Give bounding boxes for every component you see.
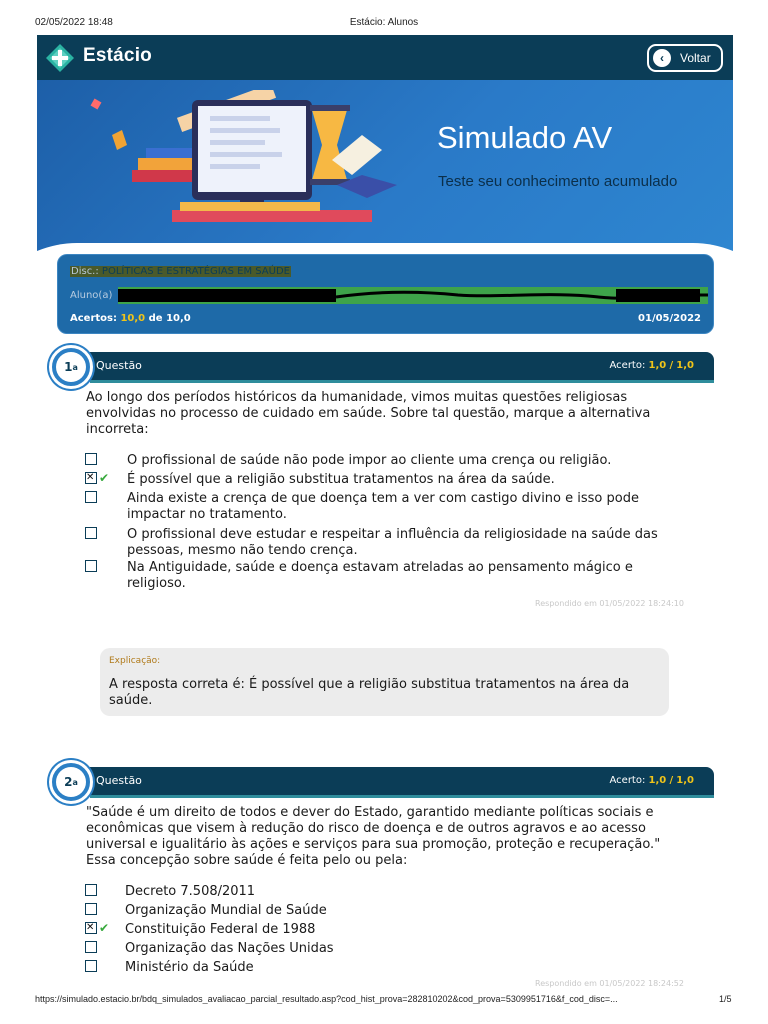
- question-text: Ao longo dos períodos históricos da humanidade, vimos muitas questões religiosas envolvidas no processo de cuidado em saúde. Sobre tal questão, marque a alternativa incorreta:: [86, 390, 651, 437]
- question-number-badge: 1 a: [49, 345, 93, 389]
- question-label: Questão: [96, 359, 142, 372]
- question-score: Acerto: 1,0 / 1,0: [609, 775, 694, 786]
- checkbox-checked[interactable]: [85, 472, 97, 484]
- checkbox[interactable]: [85, 527, 97, 539]
- checkbox[interactable]: [85, 453, 97, 465]
- discipline-label: Disc.:: [71, 266, 99, 277]
- brand-name[interactable]: Estácio: [83, 45, 152, 66]
- print-url: https://simulado.estacio.br/bdq_simulados_avaliacao_parcial_resultado.asp?cod_hist_prova=282810202&cod_prova=5309951716&f_cod_disc=...: [35, 994, 618, 1004]
- estacio-logo-icon[interactable]: [45, 43, 75, 73]
- exam-date: 01/05/2022: [638, 313, 701, 324]
- back-button-label: Voltar: [680, 51, 711, 65]
- correct-check-icon: ✔: [99, 921, 110, 935]
- discipline-card: [57, 254, 714, 334]
- student-name-redacted: [118, 287, 708, 304]
- question-label: Questão: [96, 774, 142, 787]
- answered-timestamp: Respondido em 01/05/2022 18:24:52: [535, 979, 684, 988]
- hero-banner: [37, 80, 733, 253]
- banner-subtitle: Teste seu conhecimento acumulado: [438, 173, 678, 190]
- score-value: 10,0: [120, 313, 146, 324]
- question-header: [52, 767, 714, 795]
- question-score: Acerto: 1,0 / 1,0: [609, 360, 694, 371]
- question-number-badge: 2 a: [49, 760, 93, 804]
- print-title: Estácio: Alunos: [349, 17, 419, 28]
- chevron-left-icon: ‹: [653, 49, 671, 67]
- score-summary: [70, 313, 191, 324]
- banner-title: Simulado AV: [437, 120, 613, 155]
- study-illustration-icon: [62, 90, 402, 240]
- discipline-value: POLÍTICAS E ESTRATÉGIAS EM SAÚDE: [101, 266, 290, 277]
- checkbox-checked[interactable]: [85, 922, 97, 934]
- print-date: 02/05/2022 18:48: [35, 17, 113, 28]
- checkbox[interactable]: [85, 941, 97, 953]
- top-navbar: [37, 35, 733, 80]
- banner-curve: [37, 241, 733, 253]
- checkbox[interactable]: [85, 903, 97, 915]
- explanation-text: A resposta correta é: É possível que a religião substitua tratamentos na área da saúde.: [109, 677, 630, 708]
- student-label: Aluno(a): [70, 290, 113, 301]
- checkbox[interactable]: [85, 884, 97, 896]
- explanation-box: [100, 648, 669, 716]
- back-button[interactable]: [647, 44, 723, 72]
- explanation-label: Explicação:: [109, 656, 161, 666]
- checkbox[interactable]: [85, 560, 97, 572]
- answered-timestamp: Respondido em 01/05/2022 18:24:10: [535, 599, 684, 608]
- discipline-line: [70, 266, 291, 277]
- question-text: "Saúde é um direito de todos e dever do Estado, garantido mediante políticas sociais e econômicas que visem à redução do risco de doença e de outros agravos e ao acesso universal e igualitário às ações e serviços para sua promoção, proteção e recuperação." Essa concepção sobre saúde é feita pelo ou pela:: [86, 805, 661, 868]
- question-header: [52, 352, 714, 380]
- checkbox[interactable]: [85, 491, 97, 503]
- score-label: Acertos:: [70, 313, 117, 324]
- checkbox[interactable]: [85, 960, 97, 972]
- score-total: de 10,0: [148, 313, 191, 324]
- correct-check-icon: ✔: [99, 471, 110, 485]
- page-number: 1/5: [719, 994, 732, 1004]
